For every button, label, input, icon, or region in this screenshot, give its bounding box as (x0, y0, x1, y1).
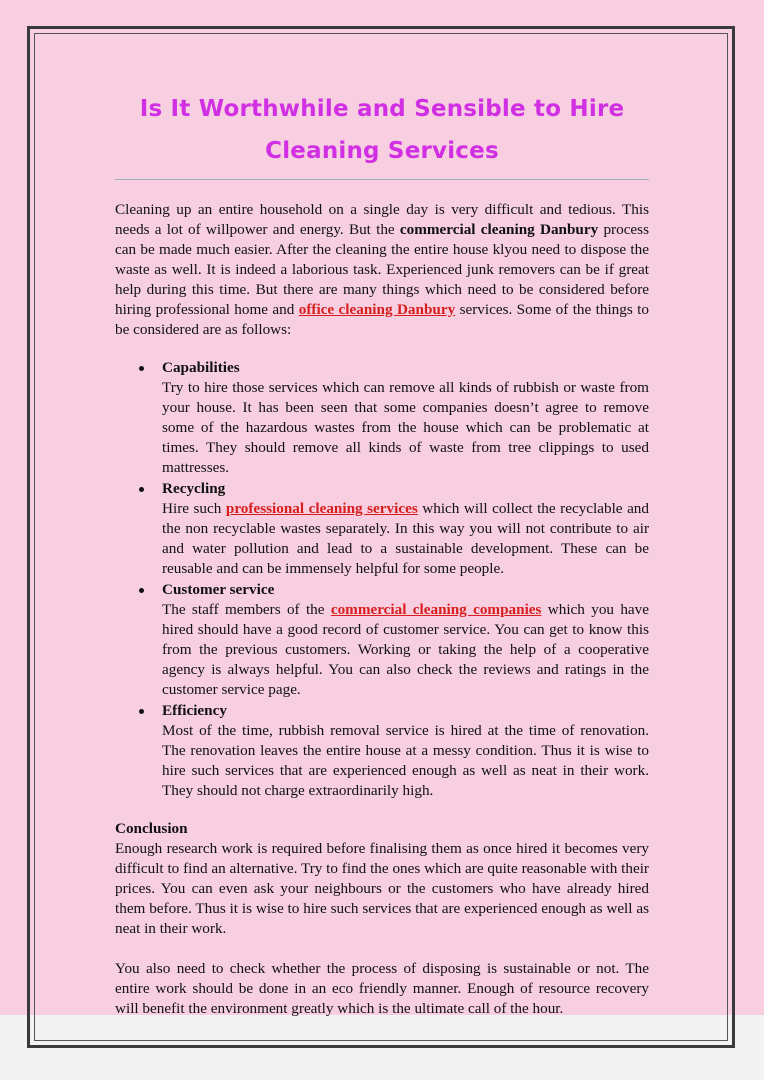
bullet-text: Try to hire those services which can remove all kinds of rubbish or waste from your house. It has been seen that some companies doesn’t agree to remove some of the hazardous wastes from the house which can be problematic at times. They should remove all kinds of waste from tree clippings to used mattresses. (162, 379, 649, 476)
bullet-icon (139, 366, 144, 371)
document-title: Is It Worthwhile and Sensible to Hire Cleaning Services (139, 96, 625, 164)
intro-paragraph (115, 200, 649, 340)
bullet-icon (139, 588, 144, 593)
title-divider (115, 179, 649, 180)
professional-cleaning-link[interactable]: professional cleaning services (225, 500, 418, 517)
list-item (115, 701, 649, 801)
list-item (115, 580, 649, 700)
bullet-heading: Efficiency (162, 702, 227, 719)
conclusion-paragraph-1: Enough research work is required before finalising them as once hired it becomes very difficult to find an alternative. Try to find the ones which are quite reasonable with their prices. You can even ask your neighbours or the customers who have already hired them before. Thus it is wise to hire such services that are experienced enough as well as neat in their work. (115, 840, 649, 937)
bullet-body (162, 721, 649, 801)
intro-text-2: process can be made much easier. After the cleaning the entire house klyou need to dispose the waste as well. It is indeed a laborious task. Experienced junk removers can be if great help during this time. But there are many things which need to be considered before hiring professional home and (115, 221, 649, 318)
office-cleaning-link[interactable]: office cleaning Danbury (298, 301, 456, 318)
bullet-heading: Recycling (162, 480, 226, 497)
conclusion-paragraph-2: You also need to check whether the process of disposing is sustainable or not. The entire work should be done in an eco friendly manner. Enough of resource recovery will benefit the environment greatly which is the ultimate call of the hour. (115, 960, 649, 1017)
bullet-text: Hire such (162, 500, 226, 517)
conclusion-heading: Conclusion (115, 820, 188, 837)
considerations-list (115, 358, 649, 801)
bullet-heading: Customer service (162, 581, 275, 598)
list-item (115, 358, 649, 478)
bullet-text: The staff members of the (162, 601, 331, 618)
bullet-icon (139, 487, 144, 492)
bullet-body (162, 499, 649, 579)
bullet-text: Most of the time, rubbish removal service is hired at the time of renovation. The renovation leaves the entire house at a messy condition. Thus it is wise to hire such services that are experienced enough as well as neat in their work. They should not charge extraordinarily high. (162, 722, 649, 799)
bullet-icon (139, 709, 144, 714)
bullet-text: which you have hired should have a good record of customer service. You can get to know this from the previous customers. Working or taking the help of a cooperative agency is always helpful. You can also check the reviews and ratings in the customer service page. (162, 601, 649, 698)
intro-text-3: services. Some of the things to be considered are as follows: (115, 301, 649, 338)
commercial-cleaning-companies-link[interactable]: commercial cleaning companies (330, 601, 542, 618)
list-item (115, 479, 649, 579)
document-content (115, 88, 649, 1019)
bullet-body (162, 600, 649, 700)
intro-text-1: Cleaning up an entire household on a single day is very difficult and tedious. This needs a lot of willpower and energy. But the (115, 201, 649, 238)
bullet-body (162, 378, 649, 478)
intro-bold-phrase: commercial cleaning Danbury (399, 221, 599, 238)
bullet-heading: Capabilities (162, 359, 240, 376)
bullet-text: which will collect the recyclable and the non recyclable wastes separately. In this way you will not contribute to air and water pollution and lead to a sustainable development. These can be reusable and can be immensely helpful for some people. (162, 500, 649, 577)
